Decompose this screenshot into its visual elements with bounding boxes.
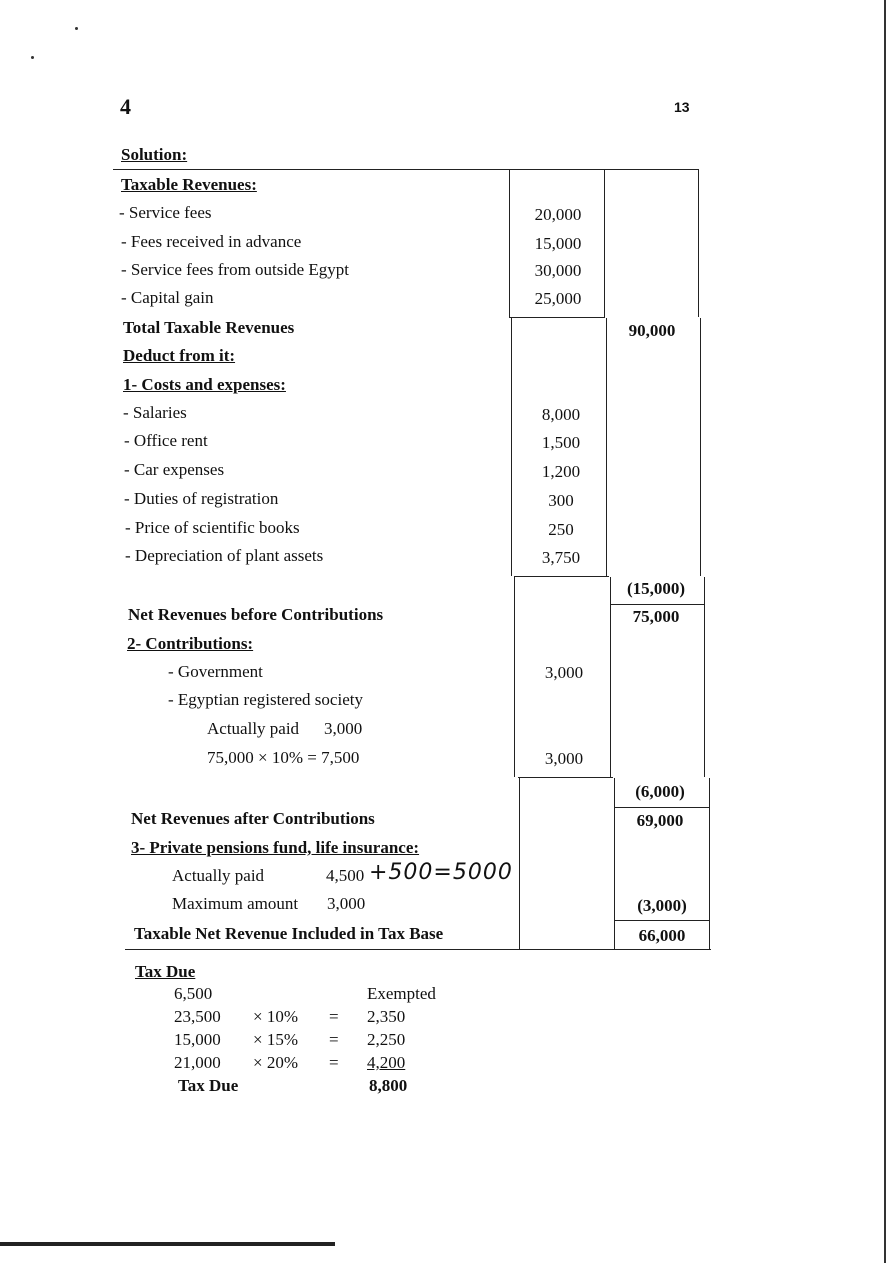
amount: 1,500 bbox=[541, 433, 581, 452]
page-right-edge bbox=[884, 0, 886, 1263]
society-limit-calc: 75,000 × 10% = 7,500 bbox=[207, 748, 360, 767]
amount: 3,750 bbox=[541, 548, 581, 567]
list-item: - Price of scientific books bbox=[125, 518, 300, 537]
taxable-revenues-heading: Taxable Revenues: bbox=[121, 175, 257, 194]
list-item: - Fees received in advance bbox=[121, 232, 302, 251]
pensions-actually-paid-value: 4,500 bbox=[326, 866, 365, 885]
solution-heading: Solution: bbox=[121, 145, 188, 164]
list-item: - Service fees from outside Egypt bbox=[121, 260, 350, 279]
list-item: - Office rent bbox=[124, 431, 208, 450]
bracket-result: 2,250 bbox=[367, 1030, 406, 1049]
amount: 30,000 bbox=[534, 261, 582, 280]
bracket-amount: 23,500 bbox=[174, 1007, 221, 1026]
amount: 250 bbox=[548, 520, 574, 539]
tax-first-amount: 6,500 bbox=[174, 984, 213, 1003]
list-item: - Car expenses bbox=[124, 460, 225, 479]
government-label: - Government bbox=[168, 662, 263, 681]
costs-heading: 1- Costs and expenses: bbox=[123, 375, 286, 394]
pensions-maximum-label: Maximum amount bbox=[172, 894, 299, 913]
net-after-amount: 69,000 bbox=[636, 811, 684, 830]
amount: 1,200 bbox=[541, 462, 581, 481]
bottom-scan-line bbox=[0, 1242, 335, 1246]
society-actually-paid-value: 3,000 bbox=[324, 719, 363, 738]
society-actually-paid-label: Actually paid bbox=[207, 719, 300, 738]
taxable-net-amount: 66,000 bbox=[638, 926, 686, 945]
pensions-actually-paid-label: Actually paid bbox=[172, 866, 265, 885]
society-label: - Egyptian registered society bbox=[168, 690, 363, 709]
amount: 300 bbox=[548, 491, 574, 510]
government-amount: 3,000 bbox=[544, 663, 584, 682]
bracket-amount: 21,000 bbox=[174, 1053, 221, 1072]
list-item: - Capital gain bbox=[121, 288, 214, 307]
pensions-heading: 3- Private pensions fund, life insurance: bbox=[131, 838, 420, 857]
pensions-maximum-value: 3,000 bbox=[327, 894, 366, 913]
bracket-rate: × 20% bbox=[253, 1053, 298, 1072]
amount: 8,000 bbox=[541, 405, 581, 424]
tax-due-total-amount: 8,800 bbox=[369, 1076, 408, 1095]
list-item: - Duties of registration bbox=[124, 489, 279, 508]
list-item: - Service fees bbox=[119, 203, 212, 222]
total-taxable-revenues-label: Total Taxable Revenues bbox=[123, 318, 295, 337]
page-number: 13 bbox=[674, 99, 690, 115]
net-after-label: Net Revenues after Contributions bbox=[131, 809, 375, 828]
total-taxable-revenues-amount: 90,000 bbox=[628, 321, 676, 340]
bracket-rate: × 15% bbox=[253, 1030, 298, 1049]
amount: 25,000 bbox=[534, 289, 582, 308]
speck bbox=[31, 56, 34, 59]
taxable-net-label: Taxable Net Revenue Included in Tax Base bbox=[134, 924, 444, 943]
speck bbox=[75, 27, 78, 30]
contributions-total: (6,000) bbox=[635, 782, 685, 801]
bracket-eq: = bbox=[329, 1030, 339, 1049]
net-before-label: Net Revenues before Contributions bbox=[128, 605, 384, 624]
amount: 20,000 bbox=[534, 205, 582, 224]
contributions-heading: 2- Contributions: bbox=[127, 634, 254, 653]
bracket-rate: × 10% bbox=[253, 1007, 298, 1026]
bracket-eq: = bbox=[329, 1007, 339, 1026]
bracket-result: 4,200 bbox=[367, 1053, 406, 1072]
deduct-heading: Deduct from it: bbox=[123, 346, 236, 365]
pensions-deduction: (3,000) bbox=[637, 896, 687, 915]
list-item: - Depreciation of plant assets bbox=[125, 546, 324, 565]
tax-due-total-label: Tax Due bbox=[178, 1076, 239, 1095]
bracket-amount: 15,000 bbox=[174, 1030, 221, 1049]
amount: 15,000 bbox=[534, 234, 582, 253]
bracket-result: 2,350 bbox=[367, 1007, 406, 1026]
tax-first-result: Exempted bbox=[367, 984, 436, 1003]
handwritten-note: +500=5000 bbox=[369, 860, 513, 885]
chapter-number: 4 bbox=[120, 94, 131, 119]
bracket-eq: = bbox=[329, 1053, 339, 1072]
costs-total: (15,000) bbox=[626, 579, 686, 598]
list-item: - Salaries bbox=[123, 403, 187, 422]
net-before-amount: 75,000 bbox=[632, 607, 680, 626]
society-amount: 3,000 bbox=[544, 749, 584, 768]
tax-due-heading: Tax Due bbox=[135, 962, 196, 981]
